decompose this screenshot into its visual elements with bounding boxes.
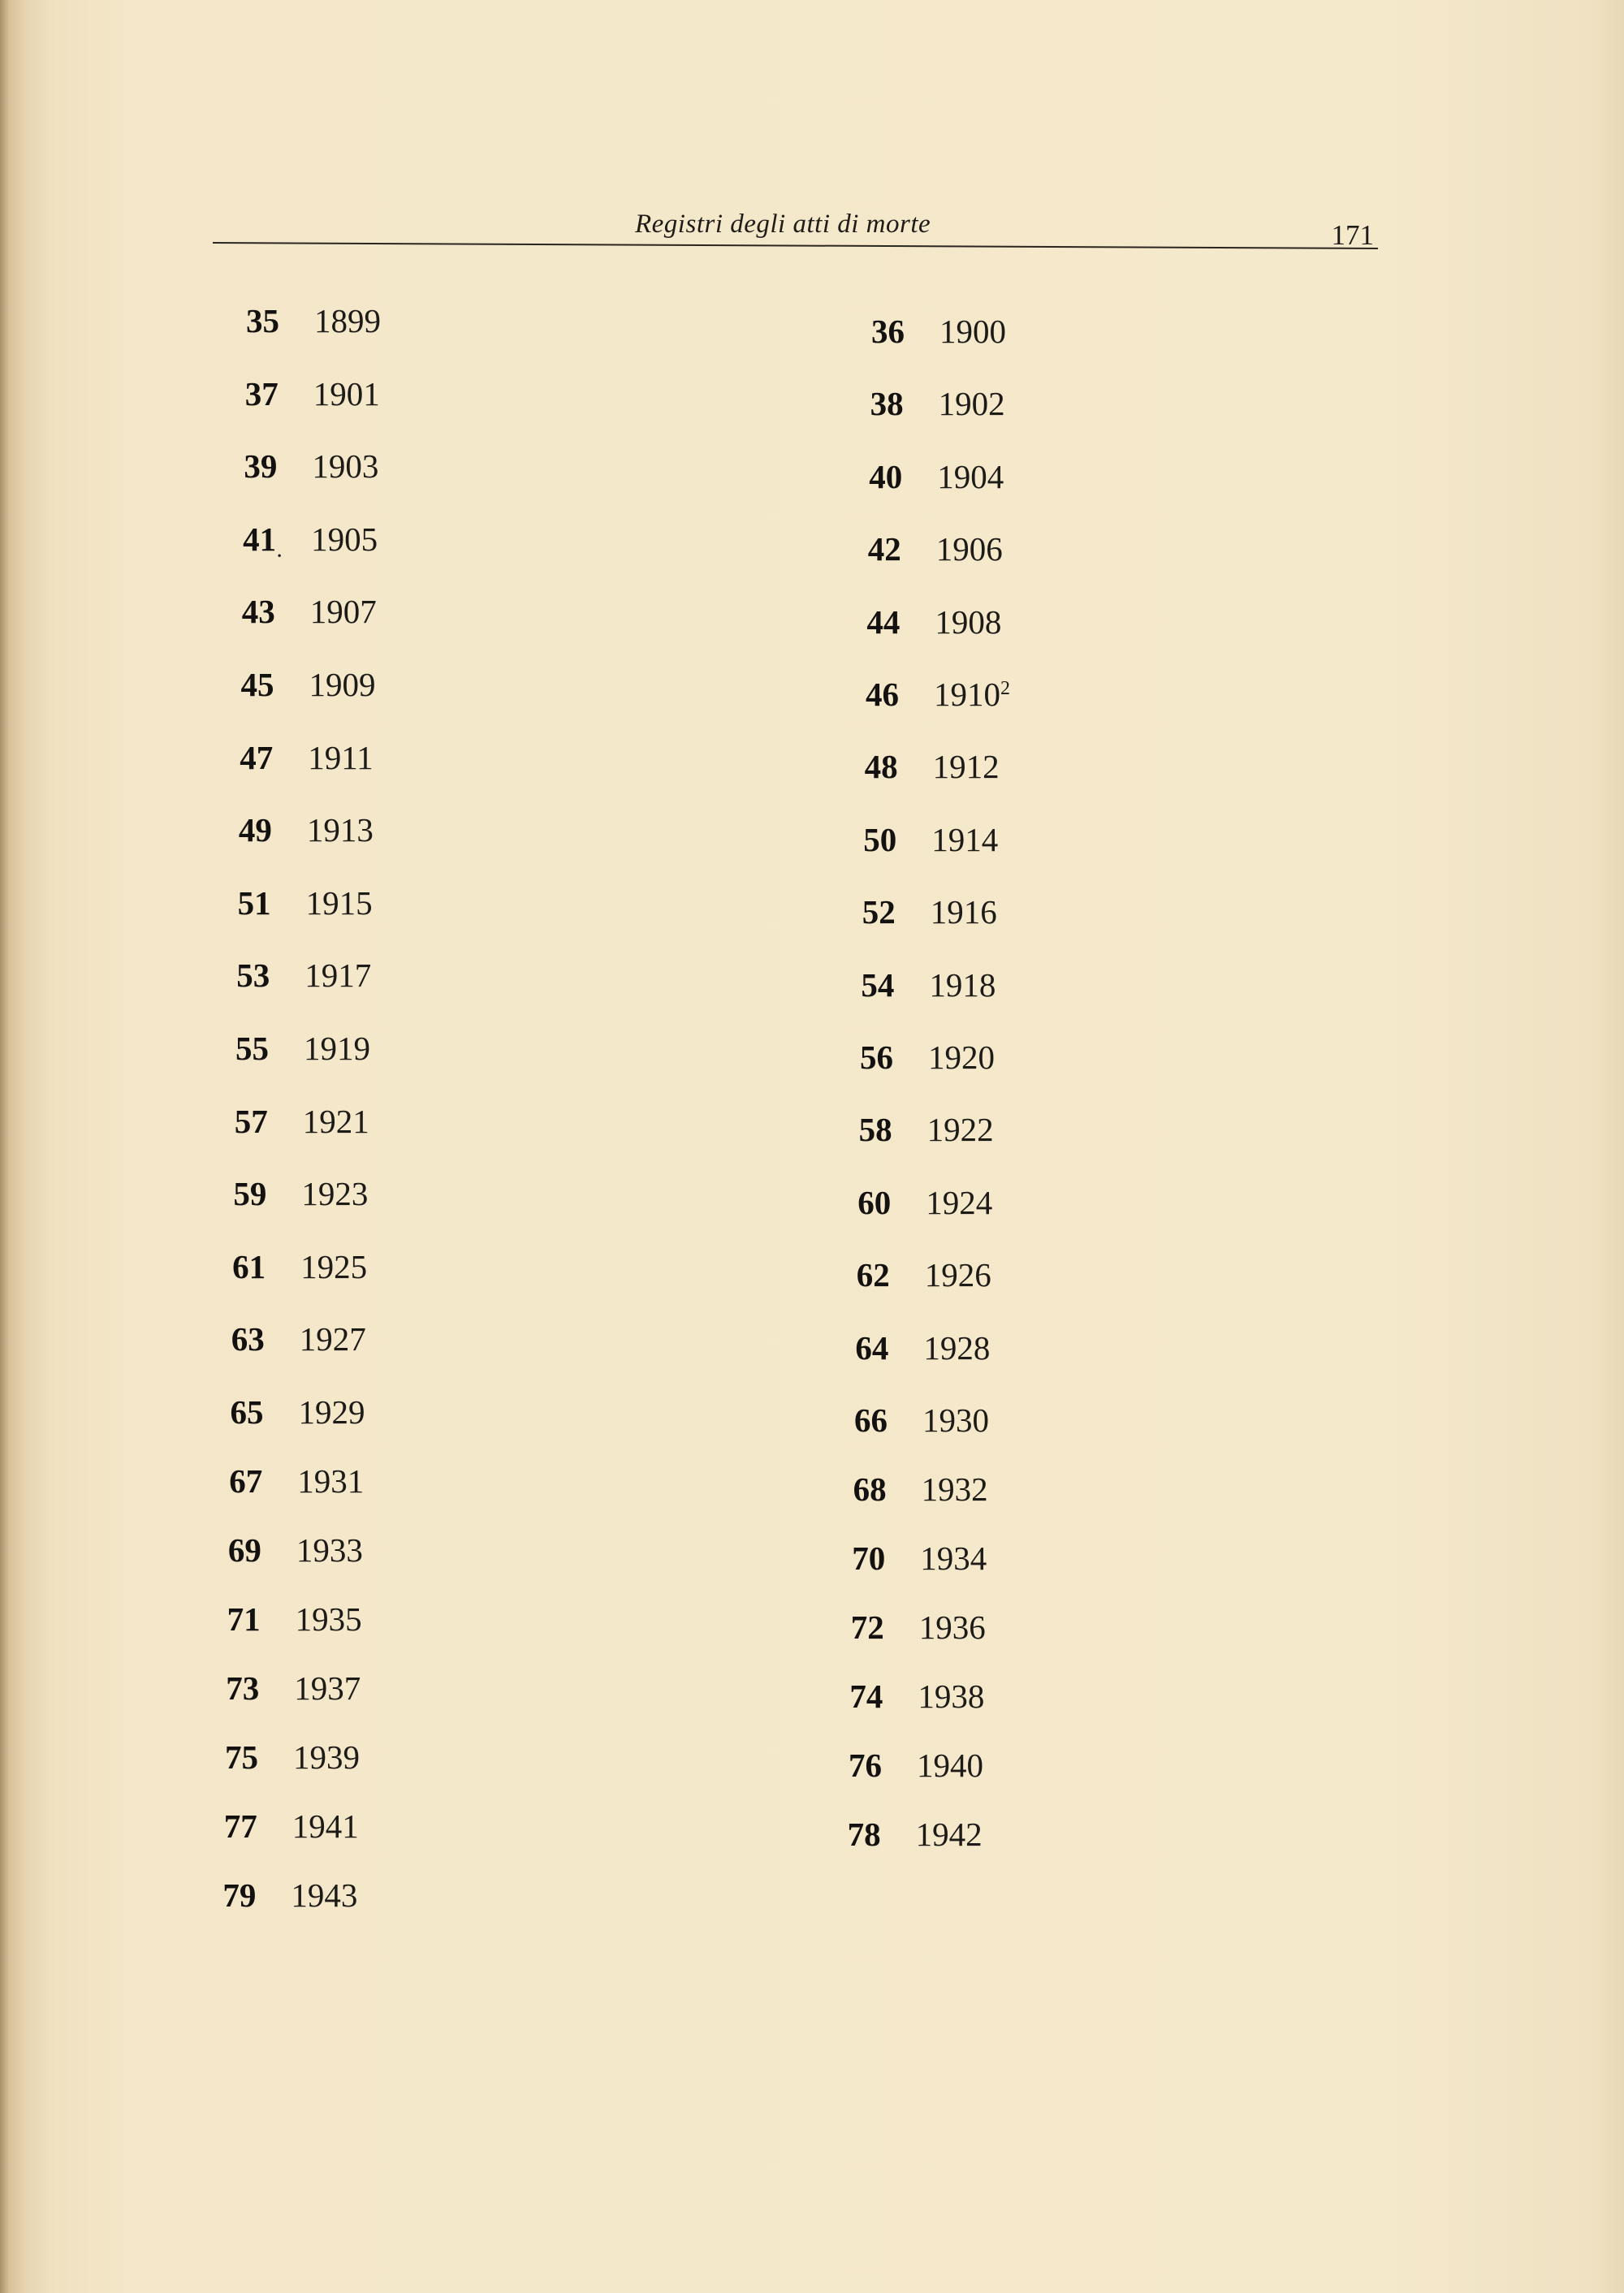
- register-year: [296, 1531, 363, 1569]
- register-number: 50: [863, 820, 897, 858]
- register-year: [309, 668, 376, 702]
- register-year-text: 1930: [922, 1401, 989, 1439]
- register-number: 41: [243, 520, 277, 558]
- register-year: [921, 1470, 988, 1508]
- register-year: [299, 1320, 366, 1358]
- register-number: 69: [227, 1531, 261, 1569]
- register-year: [305, 883, 373, 922]
- register-year: [922, 1401, 989, 1439]
- register-entry: [227, 1600, 362, 1638]
- register-entry: [849, 1749, 983, 1782]
- register-entry: [856, 1256, 991, 1294]
- register-number: 71: [227, 1600, 261, 1638]
- register-entry: [226, 1669, 361, 1707]
- register-year: [304, 956, 372, 995]
- register-year: [929, 965, 996, 1004]
- register-number: 35: [246, 302, 279, 339]
- register-year: [926, 1111, 994, 1149]
- register-year: [313, 374, 380, 412]
- register-year: [935, 530, 1003, 568]
- register-year-text: 1911: [308, 738, 374, 776]
- register-number: 49: [238, 811, 272, 849]
- register-number: 64: [855, 1328, 889, 1367]
- register-year: [314, 304, 381, 338]
- register-number: 65: [230, 1393, 264, 1431]
- register-entry: [863, 820, 999, 858]
- register-year-text: 1901: [313, 374, 380, 412]
- register-year: [311, 520, 378, 558]
- register-year-text: 1926: [924, 1256, 991, 1294]
- register-entry: [867, 530, 1003, 568]
- register-number: 78: [847, 1816, 881, 1853]
- register-year-text: 1918: [929, 965, 996, 1004]
- register-entry: [866, 602, 1002, 641]
- register-entry: [854, 1401, 989, 1439]
- register-number: 51: [237, 883, 271, 922]
- register-number: 40: [869, 457, 903, 495]
- register-year: [309, 593, 377, 631]
- register-year-text: 1928: [923, 1328, 991, 1367]
- register-year: [917, 1749, 983, 1782]
- register-year-text: 1922: [926, 1111, 994, 1149]
- register-year-text: 1938: [918, 1678, 985, 1715]
- register-year: [300, 1247, 368, 1285]
- register-year-text: 1908: [935, 602, 1002, 641]
- register-year-text: 1931: [297, 1462, 365, 1500]
- register-entry: [861, 965, 996, 1004]
- register-entry: [236, 956, 372, 995]
- register-number: 56: [860, 1039, 893, 1076]
- register-year: [304, 1032, 370, 1065]
- register-year-text: 1934: [920, 1539, 987, 1577]
- register-entry: [853, 1470, 988, 1508]
- register-year-text: 1925: [300, 1247, 368, 1285]
- register-number: 58: [858, 1111, 892, 1149]
- register-number: 76: [849, 1747, 882, 1784]
- register-entry: [865, 750, 1000, 784]
- register-year-text: 1927: [299, 1320, 366, 1358]
- register-year: [308, 738, 374, 776]
- register-number: 48: [864, 748, 898, 786]
- register-year-text: 1932: [921, 1470, 988, 1508]
- register-entry: [241, 593, 377, 631]
- register-year-text: 1921: [302, 1102, 369, 1140]
- register-year: [923, 1328, 991, 1367]
- register-year: [294, 1669, 361, 1707]
- register-year-text: 1903: [312, 447, 379, 486]
- register-entry: [851, 1611, 986, 1644]
- register-entry: [849, 1680, 984, 1713]
- register-year-text: 1943: [291, 1876, 358, 1914]
- register-entry: [852, 1539, 987, 1577]
- register-number: 55: [235, 1030, 269, 1067]
- register-entry: [243, 520, 378, 569]
- register-entry: [238, 811, 374, 849]
- page-number: 171: [1331, 219, 1374, 251]
- register-year-text: 1933: [296, 1531, 363, 1569]
- register-year: [916, 1818, 983, 1851]
- register-year-text: 1941: [292, 1807, 359, 1845]
- register-year-text: 1907: [309, 593, 377, 631]
- register-year-text: 1905: [311, 520, 378, 558]
- register-entry: [237, 883, 373, 922]
- register-number: 53: [236, 956, 270, 995]
- running-title: Registri degli atti di morte: [635, 209, 931, 239]
- register-year: [931, 820, 999, 858]
- header-rule: [213, 242, 1378, 249]
- register-year-text: 1914: [931, 820, 999, 858]
- register-entry: [871, 315, 1006, 348]
- register-year: [926, 1183, 993, 1221]
- register-number: 52: [862, 893, 896, 931]
- register-number: 39: [244, 447, 278, 486]
- register-number: 45: [240, 666, 274, 703]
- register-year-text: 1923: [301, 1175, 369, 1213]
- register-number: 43: [241, 593, 275, 631]
- register-number: 36: [871, 313, 905, 350]
- register-entry: [862, 893, 997, 931]
- register-year-text: 1910: [934, 676, 1000, 713]
- register-entry: [240, 738, 374, 776]
- register-entry: [870, 387, 1005, 421]
- register-year: [312, 447, 379, 486]
- register-entry: [244, 447, 379, 486]
- register-year-text: 1902: [938, 385, 1005, 423]
- register-year: [293, 1738, 360, 1776]
- register-year: [306, 811, 374, 849]
- register-year-text: 1916: [930, 893, 997, 931]
- register-year: [295, 1600, 362, 1638]
- register-entry: [860, 1041, 995, 1074]
- register-number: 75: [225, 1738, 258, 1776]
- register-entry: [225, 1738, 360, 1776]
- register-entry: [244, 374, 380, 412]
- register-year-text: 1899: [314, 302, 381, 339]
- register-number: 62: [856, 1256, 890, 1294]
- footnote-marker: 2: [1000, 678, 1010, 699]
- register-number: 67: [229, 1462, 263, 1500]
- register-number: 44: [866, 602, 901, 641]
- register-year: [939, 387, 1005, 421]
- entry-marker-glyph: ·: [275, 542, 284, 569]
- register-number: 77: [223, 1807, 257, 1845]
- register-entry: [858, 1111, 994, 1149]
- register-year-text: 1920: [928, 1039, 995, 1076]
- register-year-text: 1937: [294, 1669, 361, 1707]
- register-number: 38: [870, 385, 904, 423]
- register-year-text: 1924: [926, 1183, 993, 1221]
- register-year: [939, 315, 1006, 348]
- register-year-text: 1909: [309, 666, 376, 703]
- register-year: [937, 457, 1004, 495]
- register-year: [920, 1539, 987, 1577]
- register-number: 57: [234, 1102, 268, 1140]
- register-year: [298, 1393, 365, 1431]
- register-entry: [246, 304, 381, 338]
- register-number: 72: [850, 1609, 884, 1646]
- register-entry: [231, 1320, 366, 1358]
- register-year: [292, 1807, 359, 1845]
- register-year-text: 1939: [293, 1738, 360, 1776]
- register-entry: [229, 1462, 365, 1500]
- register-number: 46: [866, 676, 899, 713]
- register-number: 63: [231, 1320, 265, 1358]
- page-header: [213, 208, 1378, 265]
- register-year: [933, 750, 1000, 784]
- register-year: [935, 602, 1002, 641]
- register-entry: [848, 1818, 983, 1851]
- register-year-text: 1913: [306, 811, 374, 849]
- register-entry: [223, 1807, 359, 1845]
- register-year-text: 1915: [305, 883, 373, 922]
- register-year: [302, 1102, 369, 1140]
- register-number: 70: [852, 1539, 886, 1577]
- register-year-text: 1900: [939, 313, 1006, 350]
- register-entry: [235, 1032, 370, 1065]
- register-entry: [222, 1876, 358, 1914]
- register-year: [930, 893, 997, 931]
- register-year-text: 1942: [915, 1816, 983, 1853]
- register-year: [918, 1680, 984, 1713]
- register-year: [919, 1611, 986, 1644]
- register-number: 79: [222, 1876, 257, 1914]
- register-year: [924, 1256, 991, 1294]
- register-entry: [855, 1328, 991, 1367]
- register-number: 73: [226, 1669, 260, 1707]
- register-entry: [227, 1531, 363, 1569]
- register-year-text: 1904: [937, 457, 1004, 495]
- register-year-text: 1940: [917, 1747, 983, 1784]
- register-year: [928, 1041, 995, 1074]
- register-entry: [241, 668, 376, 702]
- register-year: [297, 1462, 365, 1500]
- register-year-text: 1919: [304, 1030, 370, 1067]
- register-year: [934, 678, 1010, 711]
- register-year-text: 1912: [932, 748, 1000, 786]
- register-year-text: 1935: [295, 1600, 362, 1638]
- register-number: 68: [853, 1470, 887, 1508]
- register-number: 60: [857, 1183, 892, 1221]
- register-entry: [234, 1102, 369, 1140]
- register-number: 42: [867, 530, 901, 568]
- register-entry: [866, 678, 1010, 711]
- register-entry: [232, 1247, 368, 1285]
- register-year: [301, 1177, 368, 1211]
- register-entry: [869, 457, 1004, 495]
- register-number: 66: [854, 1401, 888, 1439]
- binding-shadow: [0, 0, 24, 2293]
- register-number: 59: [233, 1175, 267, 1213]
- register-number: 61: [232, 1247, 266, 1285]
- register-entry: [230, 1393, 365, 1431]
- register-number: 37: [244, 374, 279, 412]
- register-entry: [233, 1177, 368, 1211]
- register-number: 74: [849, 1678, 883, 1715]
- register-year: [291, 1876, 358, 1914]
- register-entry: [857, 1183, 993, 1221]
- register-number: 54: [861, 965, 895, 1004]
- register-year-text: 1917: [304, 956, 372, 995]
- register-year-text: 1936: [918, 1609, 986, 1646]
- register-year-text: 1929: [298, 1393, 365, 1431]
- register-year-text: 1906: [935, 530, 1003, 568]
- register-number: 47: [240, 738, 274, 776]
